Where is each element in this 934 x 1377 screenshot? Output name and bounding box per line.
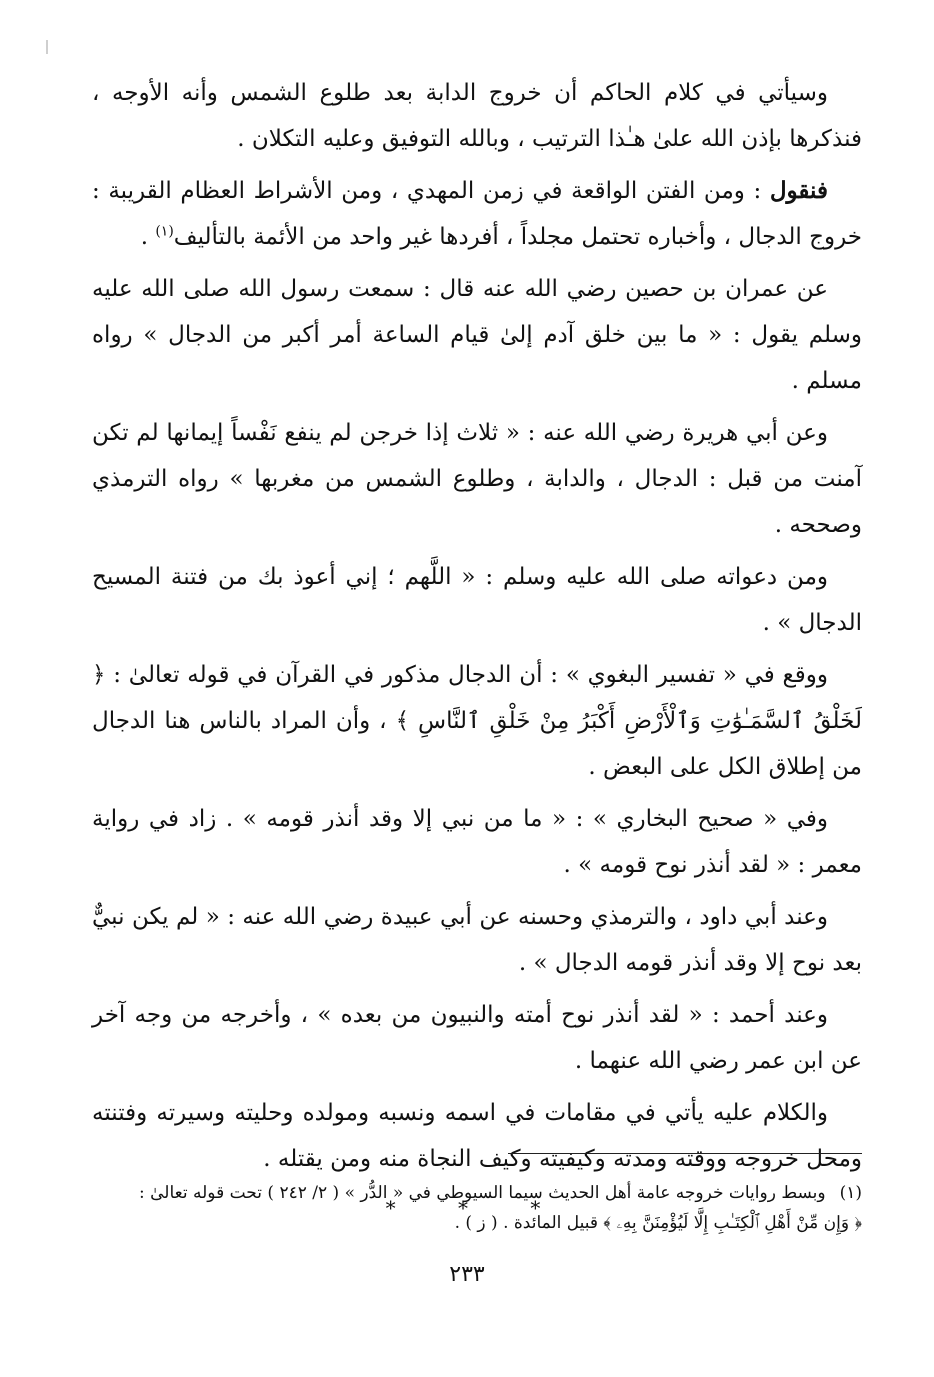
paragraph-6 bbox=[92, 652, 862, 790]
paragraph-2-lead: فنقول bbox=[769, 177, 828, 204]
paragraph-5-text: ومن دعواته صلى الله عليه وسلم : « اللَّهم ؛ إني أعوذ بك من فتنة المسيح الدجال » . bbox=[92, 564, 862, 636]
paragraph-2-text: : ومن الفتن الواقعة في زمن المهدي ، ومن الأشراط العظام القريبة : خروج الدجال ، وأخباره تحتمل مجلداً ، أفردها غير واحد من الأئمة بالتأليف bbox=[92, 178, 862, 250]
paragraph-7-text: وفي « صحيح البخاري » : « ما من نبي إلا وقد أنذر قومه » . زاد في رواية معمر : « لقد أنذر نوح قومه » . bbox=[92, 806, 862, 878]
paragraph-8 bbox=[92, 894, 862, 986]
paragraph-10 bbox=[92, 1090, 862, 1182]
footnote bbox=[92, 1178, 862, 1238]
paragraph-4 bbox=[92, 410, 862, 548]
paragraph-9 bbox=[92, 992, 862, 1084]
paragraph-8-text: وعند أبي داود ، والترمذي وحسنه عن أبي عبيدة رضي الله عنه : « لم يكن نبيٌّ بعد نوح إلا وقد أنذر قومه الدجال » . bbox=[92, 904, 862, 976]
footnote-divider bbox=[508, 1153, 862, 1154]
paragraph-5 bbox=[92, 554, 862, 646]
footnote-line-1 bbox=[92, 1178, 862, 1208]
paragraph-10-text: والكلام عليه يأتي في مقامات في اسمه ونسبه ومولده وحليته وسيرته وفتنته ومحل خروجه ووقته ومدته وكيفيته وكيف النجاة منه ومن يقتله . bbox=[92, 1100, 862, 1172]
paragraph-3-text: عن عمران بن حصين رضي الله عنه قال : سمعت رسول الله صلى الله عليه وسلم يقول : « ما بين خلق آدم إلىٰ قيام الساعة أمر أكبر من الدجال » رواه مسلم . bbox=[92, 276, 862, 394]
scan-edge-mark bbox=[46, 40, 48, 54]
footnote-number: (١) bbox=[839, 1183, 862, 1203]
paragraph-3 bbox=[92, 266, 862, 404]
footnote-line-1-text: وبسط روايات خروجه عامة أهل الحديث سيما السيوطي في « الدُّر » ( ٢/ ٢٤٢ ) تحت قوله تعالىٰ : bbox=[139, 1183, 826, 1203]
paragraph-2-tail: . bbox=[140, 224, 156, 250]
paragraph-1 bbox=[92, 70, 862, 162]
paragraph-4-text: وعن أبي هريرة رضي الله عنه : « ثلاث إذا خرجن لم ينفع نَفْساً إيمانها لم تكن آمنت من قبل : الدجال ، والدابة ، وطلوع الشمس من مغربها » رواه الترمذي وصححه . bbox=[92, 420, 862, 538]
paragraph-6-text: ووقع في « تفسير البغوي » : أن الدجال مذكور في القرآن في قوله تعالىٰ : ﴿ لَخَلْقُ ٱلسَّمَـٰوَٰتِ وَٱلْأَرْضِ أَكْبَرُ مِنْ خَلْقِ ٱلنَّاسِ ﴾ ، وأن المراد بالناس هنا الدجال من إطلاق الكل على البعض . bbox=[92, 662, 862, 780]
page-number: ٢٣٣ bbox=[449, 1262, 485, 1287]
section-separator: * * * bbox=[385, 1196, 569, 1220]
footnote-line-2: ﴿ وَإِن مِّنْ أَهْلِ ٱلْكِتَـٰبِ إِلَّا لَيُؤْمِنَنَّ بِهِۦ ﴾ قبيل المائدة . ( ز ) . bbox=[454, 1213, 862, 1233]
paragraph-2 bbox=[92, 168, 862, 260]
page-body bbox=[92, 70, 862, 1228]
paragraph-1-text: وسيأتي في كلام الحاكم أن خروج الدابة بعد طلوع الشمس وأنه الأوجه ، فنذكرها بإذن الله علىٰ هـٰذا الترتيب ، وبالله التوفيق وعليه التكلان . bbox=[92, 80, 862, 152]
paragraph-7 bbox=[92, 796, 862, 888]
paragraph-9-text: وعند أحمد : « لقد أنذر نوح أمته والنبيون من بعده » ، وأخرجه من وجه آخر عن ابن عمر رضي الله عنهما . bbox=[92, 1002, 862, 1074]
footnote-ref[interactable]: (١) bbox=[155, 223, 174, 240]
